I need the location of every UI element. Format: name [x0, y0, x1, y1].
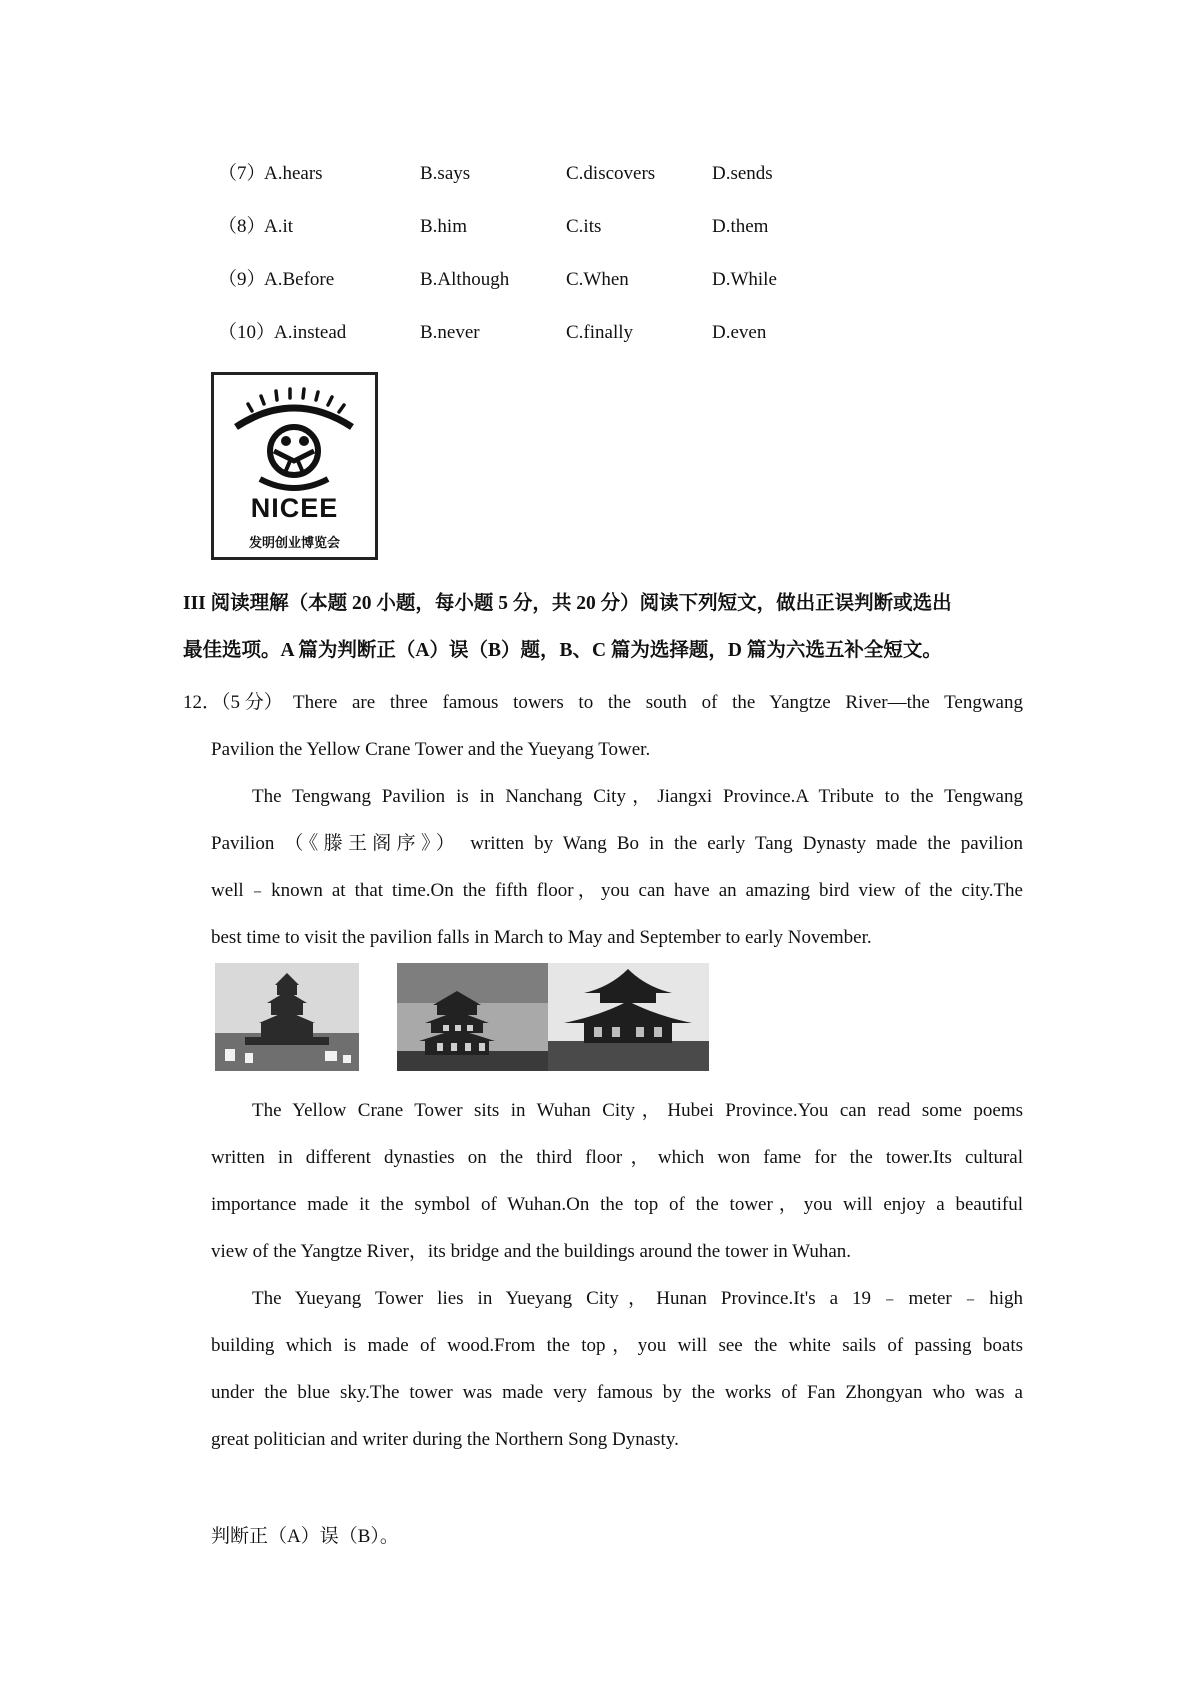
option-number: （9） — [218, 269, 266, 290]
paragraph-1-line: Pavilion （《滕王阁序》） written by Wang Bo in the early Tang Dynasty made the pavilion — [211, 833, 1023, 854]
paragraph-3-line: building which is made of wood.From the top，you will see the white sails of passing boats — [211, 1335, 1023, 1356]
answer-instruction: 判断正（A）误（B）。 — [211, 1526, 399, 1547]
option-d: D.sends — [712, 163, 773, 184]
option-number: （8） — [218, 216, 266, 237]
option-c: C.When — [566, 269, 629, 290]
paragraph-2-line: The Yellow Crane Tower sits in Wuhan City，Hubei Province.You can read some poems — [252, 1100, 1023, 1121]
paragraph-1-line: well﹣known at that time.On the fifth floor，you can have an amazing bird view of the city.The — [211, 880, 1023, 901]
option-b: B.says — [420, 163, 471, 184]
logo-title: NICEE — [250, 493, 339, 523]
options-row-7 — [218, 159, 818, 189]
option-a: A.Before — [264, 269, 335, 290]
option-number: （10） — [218, 322, 276, 343]
option-a: A.hears — [264, 163, 323, 184]
yueyang-tower-photo — [548, 963, 709, 1071]
paragraph-2-line: view of the Yangtze River，its bridge and the buildings around the tower in Wuhan. — [211, 1241, 852, 1262]
option-a: A.it — [264, 216, 294, 237]
paragraph-2-line: written in different dynasties on the third floor，which won fame for the tower.Its cultural — [211, 1147, 1023, 1168]
paragraph-1-line: The Tengwang Pavilion is in Nanchang City，Jiangxi Province.A Tribute to the Tengwang — [252, 786, 1023, 807]
question-intro-line-1: There are three famous towers to the south of the Yangtze River—the Tengwang — [293, 692, 1023, 713]
nicee-logo — [211, 372, 378, 560]
paragraph-3-line: The Yueyang Tower lies in Yueyang City，Hunan Province.It's a 19﹣meter﹣high — [252, 1288, 1023, 1309]
yellow-crane-tower-photo — [397, 963, 548, 1071]
option-c: C.finally — [566, 322, 634, 343]
option-number: （7） — [218, 163, 266, 184]
question-intro-line-2: Pavilion the Yellow Crane Tower and the Yueyang Tower. — [211, 739, 651, 760]
option-d: D.even — [712, 322, 767, 343]
paragraph-1-line: best time to visit the pavilion falls in March to May and September to early November. — [211, 927, 872, 948]
option-c: C.its — [566, 216, 602, 237]
question-number: 12．（5 分） — [183, 692, 283, 713]
logo-subtitle: 发明创业博览会 — [248, 536, 340, 551]
logo-emblem-icon — [214, 375, 375, 557]
option-b: B.never — [420, 322, 480, 343]
option-a: A.instead — [274, 322, 347, 343]
options-row-8 — [218, 212, 818, 242]
options-row-10 — [218, 318, 818, 348]
tengwang-pavilion-photo — [215, 963, 359, 1071]
paragraph-3-line: great politician and writer during the Northern Song Dynasty. — [211, 1429, 679, 1450]
option-b: B.him — [420, 216, 467, 237]
paragraph-3-line: under the blue sky.The tower was made very famous by the works of Fan Zhongyan who was a — [211, 1382, 1023, 1403]
section-heading-line-2: 最佳选项。A 篇为判断正（A）误（B）题，B、C 篇为选择题，D 篇为六选五补全短文。 — [183, 640, 942, 661]
section-heading-line-1: III 阅读理解（本题 20 小题，每小题 5 分，共 20 分）阅读下列短文，做出正误判断或选出 — [183, 593, 952, 614]
option-d: D.them — [712, 216, 769, 237]
option-b: B.Although — [420, 269, 510, 290]
option-d: D.While — [712, 269, 777, 290]
paragraph-2-line: importance made it the symbol of Wuhan.On the top of the tower，you will enjoy a beautiful — [211, 1194, 1023, 1215]
option-c: C.discovers — [566, 163, 656, 184]
options-row-9 — [218, 265, 818, 295]
